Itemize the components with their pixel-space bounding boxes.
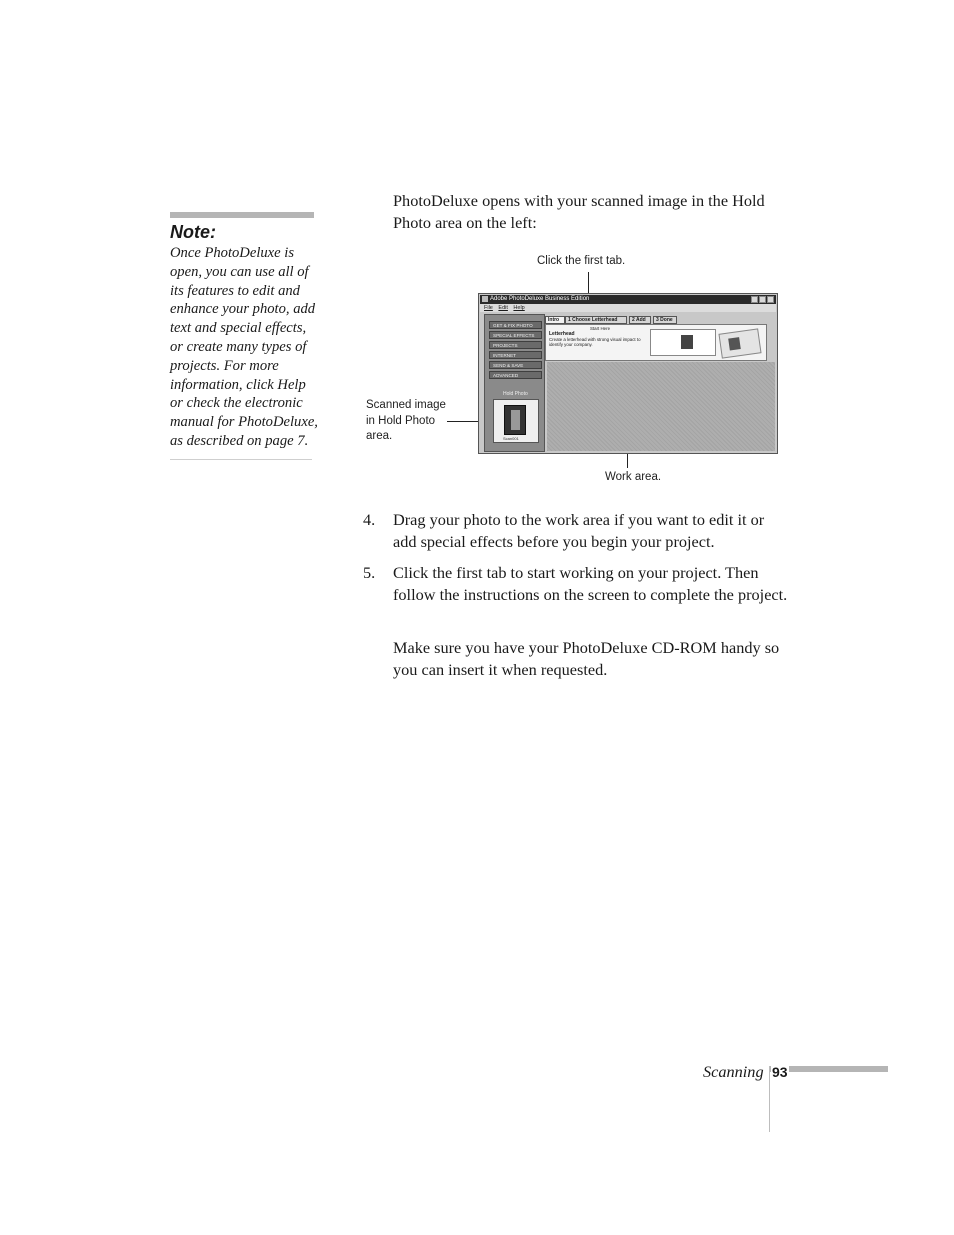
footer-section: Scanning (703, 1062, 764, 1081)
letterhead-preview-image (650, 329, 716, 356)
close-icon[interactable] (767, 296, 774, 303)
note-bottom-rule (170, 459, 312, 460)
window-title: Adobe PhotoDeluxe Business Edition (490, 296, 590, 302)
info-text: Create a letterhead with strong visual impact to identify your company. (549, 337, 641, 347)
info-title: Letterhead (549, 331, 575, 337)
tab-done[interactable]: 3 Done (653, 316, 677, 324)
nav-send-save[interactable]: SEND & SAVE (489, 361, 542, 369)
app-icon (482, 296, 488, 302)
nav-internet[interactable]: INTERNET (489, 351, 542, 359)
hold-photo-label: Hold Photo (503, 391, 528, 397)
footer-page-number: 93 (772, 1064, 788, 1080)
menu-file[interactable]: File (484, 305, 493, 311)
footer-vertical-rule (769, 1066, 770, 1132)
step-5-number: 5. (363, 563, 376, 582)
start-here-label: Start Here (590, 326, 611, 331)
intro-paragraph: PhotoDeluxe opens with your scanned image in the Hold Photo area on the left: (393, 191, 765, 233)
tab-intro[interactable]: Intro (545, 316, 565, 324)
tab-row (545, 316, 775, 324)
work-area[interactable] (547, 362, 775, 451)
letterhead-preview-image-2 (718, 328, 761, 358)
maximize-icon[interactable] (759, 296, 766, 303)
step-4-number: 4. (363, 510, 376, 529)
scanned-thumbnail[interactable] (504, 405, 526, 435)
menubar (480, 304, 776, 312)
menu-help[interactable]: Help (513, 305, 525, 311)
photodeluxe-screenshot (478, 293, 778, 454)
note-body: Once PhotoDeluxe is open, you can use all of its features to edit and enhance your photo, add text and special effects, or create many types of projects. For more information, click Help or check the electronic manual for PhotoDeluxe, as described on page 7. (170, 245, 318, 449)
project-info-strip (545, 324, 767, 361)
closing-paragraph: Make sure you have your PhotoDeluxe CD-ROM handy so you can insert it when requested. (393, 638, 780, 680)
callout-first-tab: Click the first tab. (537, 255, 626, 267)
note-title: Note: (170, 222, 216, 242)
note-top-bar (170, 212, 314, 218)
menu-edit[interactable]: Edit (498, 305, 508, 311)
window-titlebar (480, 295, 776, 304)
tab-choose-letterhead[interactable]: 1 Choose Letterhead (565, 316, 627, 324)
thumbnail-caption: Scan001 (503, 436, 519, 441)
step-5-text: Click the first tab to start working on your project. Then follow the instructions on the screen to complete the project. (393, 563, 788, 605)
callout-work-area: Work area. (605, 471, 662, 483)
hold-photo-area (493, 399, 539, 443)
nav-advanced[interactable]: ADVANCED (489, 371, 542, 379)
nav-special-effects[interactable]: SPECIAL EFFECTS (489, 331, 542, 339)
nav-projects[interactable]: PROJECTS (489, 341, 542, 349)
callout-scanned: Scanned image in Hold Photo area. (366, 399, 446, 442)
minimize-icon[interactable] (751, 296, 758, 303)
nav-get-fix-photo[interactable]: GET & FIX PHOTO (489, 321, 542, 329)
step-4-text: Drag your photo to the work area if you want to edit it or add special effects before you begin your project. (393, 510, 765, 552)
tab-add[interactable]: 2 Add (629, 316, 651, 324)
left-panel (484, 314, 545, 452)
